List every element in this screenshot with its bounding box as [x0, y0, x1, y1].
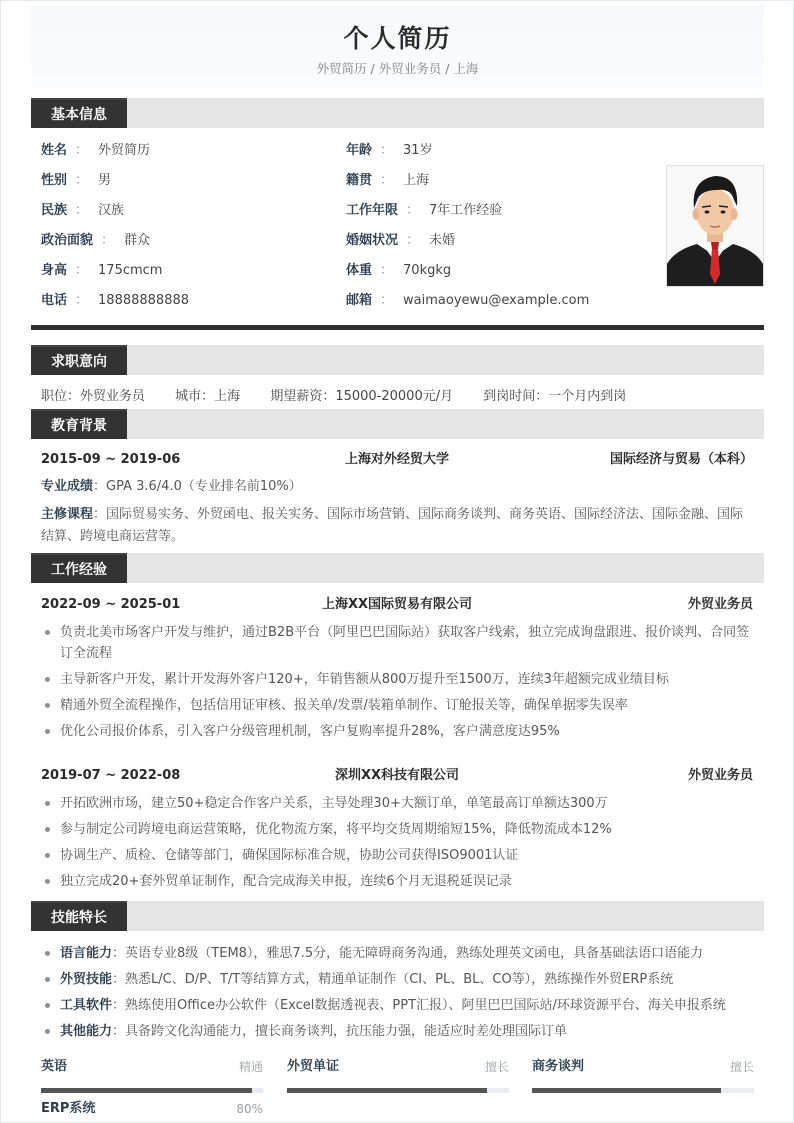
info-height: 身高 ： 175cmcm	[41, 263, 163, 278]
skill-level: 80%	[236, 1102, 263, 1116]
info-label: 婚姻状况	[346, 233, 399, 248]
gpa-value: ：GPA 3.6/4.0（专业排名前10%）	[93, 479, 302, 494]
info-work-years: 工作年限 ： 7年工作经验	[346, 203, 503, 218]
info-name: 姓名 ： 外贸简历	[41, 143, 151, 158]
info-value: 175cmcm	[98, 263, 163, 278]
info-phone: 电话 ： 18888888888	[41, 293, 190, 308]
info-marital: 婚姻状况 ： 未婚	[346, 233, 456, 248]
info-age: 年龄 ： 31岁	[346, 143, 433, 158]
skill-level: 精通	[238, 1060, 263, 1074]
job-period: 2022-09 ~ 2025-01	[41, 597, 181, 612]
courses-label: 主修课程	[41, 507, 94, 522]
skill-track	[287, 1088, 509, 1093]
section-divider	[31, 325, 764, 330]
info-value: 未婚	[429, 233, 456, 248]
info-label: 籍贯	[346, 173, 373, 188]
skill-name: 英语	[41, 1059, 68, 1074]
info-political: 政治面貌 ： 群众	[41, 233, 151, 248]
info-value: 18888888888	[98, 293, 190, 308]
skill-name: 商务谈判	[532, 1059, 585, 1074]
page-subtitle: 外贸简历 / 外贸业务员 / 上海	[316, 61, 479, 76]
job-duties-list	[41, 622, 753, 747]
skill-track	[41, 1088, 263, 1093]
job-company: 上海XX国际贸易有限公司	[321, 597, 473, 612]
section-work-experience	[31, 553, 764, 583]
intent-position: 职位：外贸业务员	[41, 389, 146, 404]
education-major: 国际经济与贸易（本科）	[609, 452, 753, 467]
section-skills	[31, 901, 764, 931]
section-title: 技能特长	[31, 901, 127, 931]
job-duties-list	[41, 793, 753, 897]
info-label: 身高	[41, 263, 68, 278]
list-item: 协调生产、质检、仓储等部门，确保国际标准合规，协助公司获得ISO9001认证	[41, 845, 753, 866]
list-item: 其他能力：具备跨文化沟通能力，擅长商务谈判，抗压能力强，能适应时差处理国际订单	[41, 1021, 753, 1042]
education-courses	[41, 504, 753, 548]
intent-city: 城市：上海	[175, 389, 241, 404]
info-ethnicity: 民族 ： 汉族	[41, 203, 125, 218]
info-value: 汉族	[98, 203, 125, 218]
section-title: 求职意向	[31, 345, 127, 375]
info-label: 体重	[346, 263, 373, 278]
job-entry-header	[41, 766, 753, 786]
info-value: 男	[98, 173, 112, 188]
section-education	[31, 409, 764, 439]
info-weight: 体重 ： 70kgkg	[346, 263, 452, 278]
info-label: 年龄	[346, 143, 373, 158]
info-label: 性别	[41, 173, 68, 188]
list-item: 工具软件：熟练使用Office办公软件（Excel数据透视表、PPT汇报）、阿里巴巴国际站/环球资源平台、海关申报系统	[41, 995, 753, 1016]
list-item: 主导新客户开发，累计开发海外客户120+，年销售额从800万提升至1500万，连续3年超额完成业绩目标	[41, 669, 753, 690]
job-company: 深圳XX科技有限公司	[334, 768, 460, 783]
job-period: 2019-07 ~ 2022-08	[41, 768, 181, 783]
list-item: 优化公司报价体系，引入客户分级管理机制，客户复购率提升28%，客户满意度达95%	[41, 721, 753, 742]
list-item: 外贸技能：熟悉L/C、D/P、T/T等结算方式，精通单证制作（CI、PL、BL、CO等），熟练操作外贸ERP系统	[41, 969, 753, 990]
skill-level: 擅长	[484, 1060, 509, 1074]
info-email: 邮箱 ： waimaoyewu@example.com	[346, 293, 590, 308]
skill-fill	[41, 1088, 252, 1093]
education-entry-header	[41, 450, 753, 470]
info-value: 70kgkg	[403, 263, 452, 278]
info-value: 上海	[403, 173, 430, 188]
section-basic-info	[31, 98, 764, 128]
job-intent-row	[41, 387, 652, 407]
skill-level: 擅长	[729, 1060, 754, 1074]
info-value: 31岁	[403, 143, 433, 158]
list-item: 独立完成20+套外贸单证制作，配合完成海关申报，连续6个月无退税延误记录	[41, 871, 753, 892]
education-period: 2015-09 ~ 2019-06	[41, 452, 181, 467]
list-item: 开拓欧洲市场，建立50+稳定合作客户关系，主导处理30+大额订单，单笔最高订单额达300万	[41, 793, 753, 814]
job-title: 外贸业务员	[687, 768, 753, 783]
section-title: 工作经验	[31, 553, 127, 583]
info-label: 政治面貌	[41, 233, 94, 248]
info-value: 外贸简历	[98, 143, 151, 158]
education-gpa	[41, 476, 753, 498]
courses-value: ：国际贸易实务、外贸函电、报关实务、国际市场营销、国际商务谈判、商务英语、国际经济法、国际金融、国际结算、跨境电商运营等。	[41, 507, 744, 544]
profile-photo	[666, 165, 764, 287]
list-item: 语言能力：英语专业8级（TEM8），雅思7.5分，能无障碍商务沟通，熟练处理英文函电，具备基础法语口语能力	[41, 943, 753, 964]
info-value: 7年工作经验	[429, 203, 503, 218]
gpa-label: 专业成绩	[41, 479, 94, 494]
info-label: 姓名	[41, 143, 68, 158]
info-value: waimaoyewu@example.com	[403, 293, 590, 308]
info-hometown: 籍贯 ： 上海	[346, 173, 430, 188]
section-job-intent	[31, 345, 764, 375]
list-item: 负责北美市场客户开发与维护，通过B2B平台（阿里巴巴国际站）获取客户线索，独立完成询盘跟进、报价谈判、合同签订全流程	[41, 622, 753, 664]
info-value: 群众	[124, 233, 151, 248]
job-entry-header	[41, 595, 753, 615]
education-school: 上海对外经贸大学	[344, 452, 449, 467]
info-label: 民族	[41, 203, 68, 218]
section-title: 基本信息	[31, 98, 127, 128]
list-item: 参与制定公司跨境电商运营策略，优化物流方案，将平均交货周期缩短15%，降低物流成本12%	[41, 819, 753, 840]
resume-header	[31, 5, 764, 88]
info-label: 工作年限	[346, 203, 399, 218]
intent-arrival: 到岗时间：一个月内到岗	[483, 389, 627, 404]
job-title: 外贸业务员	[687, 597, 753, 612]
avatar-portrait-icon	[667, 166, 763, 286]
page-title: 个人简历	[343, 24, 452, 53]
section-title: 教育背景	[31, 409, 127, 439]
info-label: 邮箱	[346, 293, 373, 308]
skills-list	[41, 943, 753, 1047]
intent-salary: 期望薪资：15000-20000元/月	[270, 389, 454, 404]
skill-fill	[287, 1088, 487, 1093]
info-label: 电话	[41, 293, 68, 308]
skill-fill	[532, 1088, 721, 1093]
skill-name: 外贸单证	[287, 1059, 340, 1074]
skill-name: ERP系统	[41, 1101, 96, 1116]
skill-track	[532, 1088, 754, 1093]
info-gender: 性别 ： 男	[41, 173, 112, 188]
list-item: 精通外贸全流程操作，包括信用证审核、报关单/发票/装箱单制作、订舱报关等，确保单据零失误率	[41, 695, 753, 716]
